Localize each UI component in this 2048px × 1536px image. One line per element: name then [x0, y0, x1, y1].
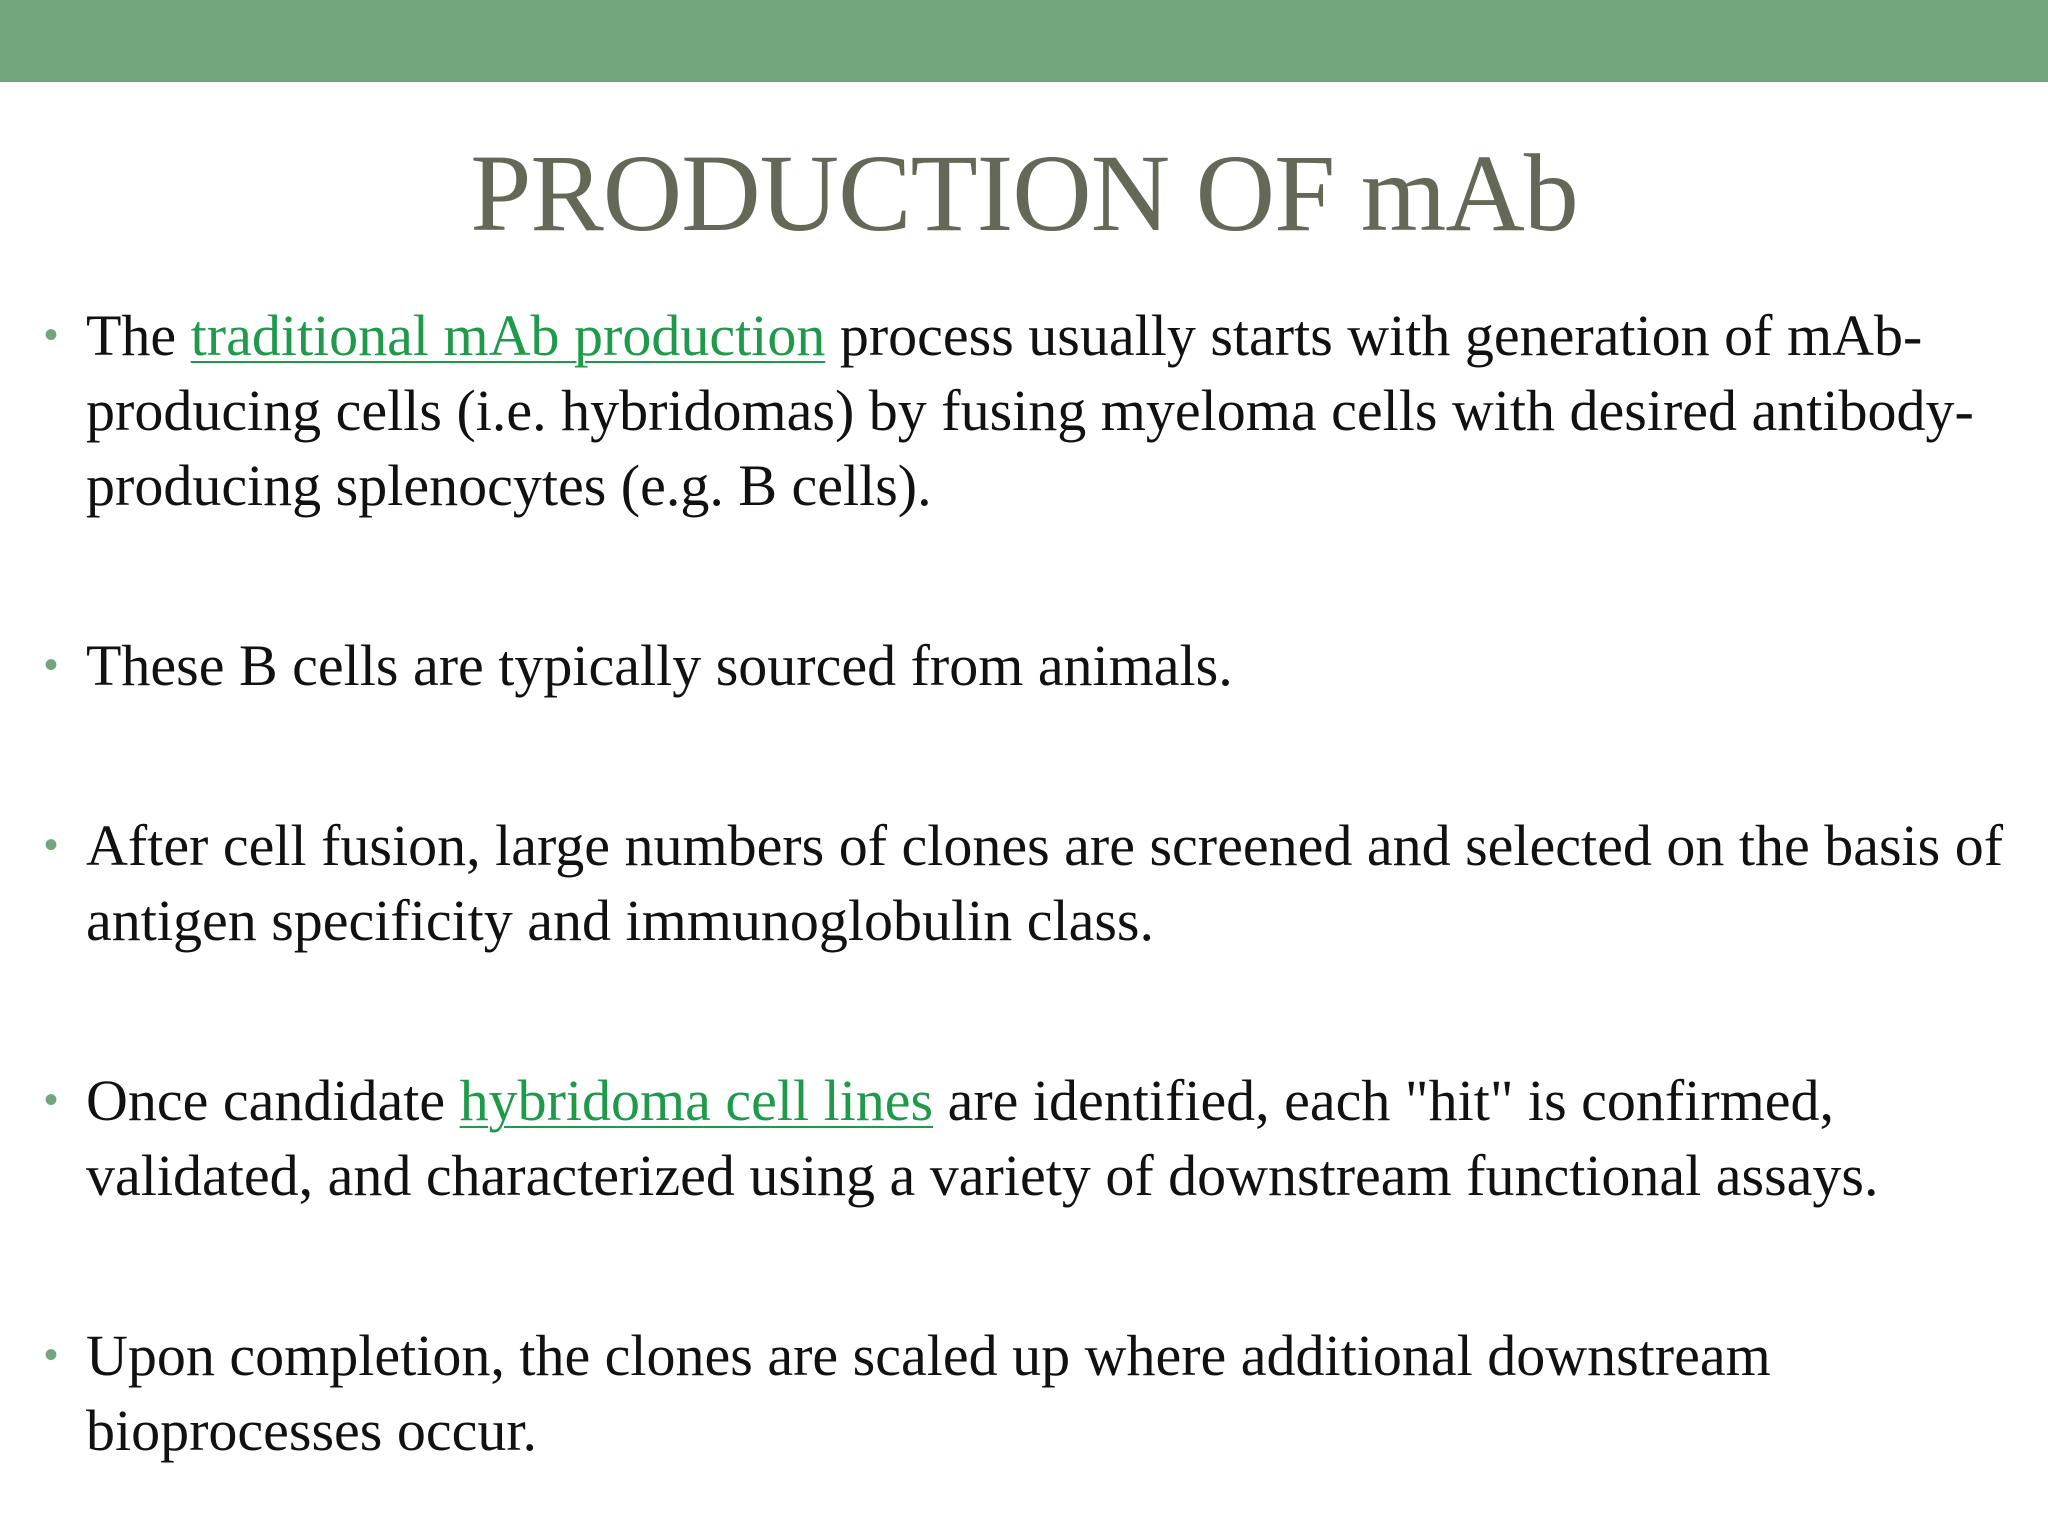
bullet-dot-icon: •: [44, 1333, 59, 1377]
bullet-item: [44, 1063, 2026, 1213]
bullet-text: After cell fusion, large numbers of clones are screened and selected on the basis of antigen specificity and immunoglobulin class.: [86, 813, 2004, 953]
bullet-text: process usually starts with generation of mAb-producing cells (i.e. hybridomas) by fusing myeloma cells with desired antibody-producing splenocytes (e.g. B cells).: [86, 303, 1974, 518]
bullet-text: are identified, each "hit" is confirmed, validated, and characterized using a variety of downstream functional assays.: [86, 1068, 1879, 1208]
traditional-mab-production-link[interactable]: traditional mAb production: [190, 303, 826, 368]
bullet-text: Upon completion, the clones are scaled up where additional downstream bioprocesses occur.: [86, 1323, 1771, 1463]
bullet-dot-icon: •: [44, 313, 59, 357]
bullet-dot-icon: •: [44, 1078, 59, 1122]
slide-title: PRODUCTION OF mAb: [470, 132, 1578, 254]
bullet-dot-icon: •: [44, 823, 59, 867]
bullet-text: These B cells are typically sourced from animals.: [86, 633, 1233, 698]
bullet-text: The: [86, 303, 191, 368]
bullet-item: [44, 298, 2026, 523]
hybridoma-cell-lines-link[interactable]: hybridoma cell lines: [459, 1068, 934, 1133]
bullet-item: [44, 628, 2026, 703]
bullet-text: Once candidate: [86, 1068, 460, 1133]
bullet-item: [44, 808, 2026, 958]
bullet-item: [44, 1318, 2026, 1468]
bullet-dot-icon: •: [44, 643, 59, 687]
